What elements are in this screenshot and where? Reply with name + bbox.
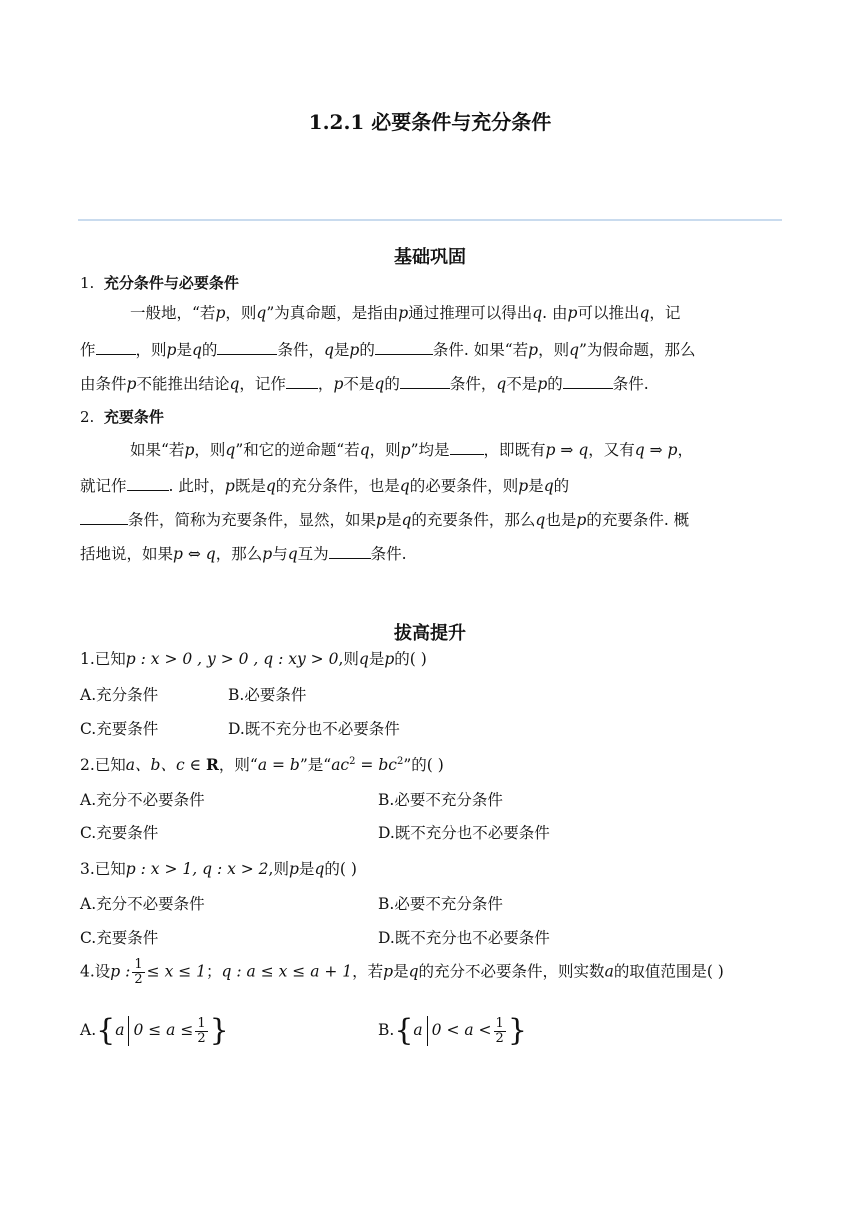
question-3-option-b[interactable]: B.必要不充分条件 (378, 895, 503, 913)
fill-blank[interactable] (286, 374, 318, 389)
paragraph-1: 一般地，“若p，则q”为真命题，是指由p通过推理可以得出q. 由p可以推出q，记 (130, 304, 681, 322)
subheading-number: 1. (80, 274, 95, 292)
subheading-text: 充要条件 (103, 408, 164, 426)
question-4: 4.设p : $\frac{1}{2}$ ≤ x ≤ 1；q : a ≤ x ≤ a + 1，若p是q的充分不必要条件，则实数a的取值范围是( ) (80, 957, 724, 987)
paragraph-1-line-3: 由条件p不能推出结论q，记作 ，p不是q的 条件，q不是p的 条件. (80, 375, 649, 393)
fill-blank[interactable] (375, 340, 433, 355)
page-title: 1.2.1 必要条件与充分条件 (308, 110, 552, 134)
paragraph-1-line-2: 作 ，则p是q的 条件，q是p的 条件. 如果“若p，则q”为假命题，那么 (80, 341, 696, 359)
question-3-option-c[interactable]: C.充要条件 (80, 929, 159, 947)
question-2-option-b[interactable]: B.必要不充分条件 (378, 791, 503, 809)
fill-blank[interactable] (217, 340, 277, 355)
fill-blank[interactable] (450, 440, 484, 455)
question-1-option-c[interactable]: C.充要条件 (80, 720, 159, 738)
question-3-option-d[interactable]: D.既不充分也不必要条件 (378, 929, 550, 947)
fraction: $\frac{1}{2}$ (134, 957, 143, 987)
fill-blank[interactable] (329, 544, 371, 559)
question-3: 3.已知p : x > 1, q : x > 2,则p是q的( ) (80, 860, 357, 878)
paragraph-2-line-2: 就记作 . 此时，p既是q的充分条件，也是q的必要条件，则p是q的 (80, 477, 570, 495)
question-2-option-d[interactable]: D.既不充分也不必要条件 (378, 824, 550, 842)
paragraph-2-line-3: 条件，简称为充要条件，显然，如果p是q的充要条件，那么q也是p的充要条件. 概 (80, 508, 689, 530)
subheading-2 (80, 406, 164, 427)
fill-blank[interactable] (400, 374, 450, 389)
question-1-option-a[interactable]: A.充分条件 (80, 686, 159, 704)
question-1-option-d[interactable]: D.既不充分也不必要条件 (228, 720, 400, 738)
fill-blank[interactable] (563, 374, 613, 389)
subheading-number: 2. (80, 408, 95, 426)
question-2: 2.已知a、b、c ∈ R，则“a = b”是“$ac^2 = bc^2$”的( ) (80, 755, 444, 774)
fill-blank[interactable] (127, 476, 169, 491)
divider (78, 219, 782, 221)
question-4-option-a[interactable]: A.{a 0 ≤ a ≤ $\frac{1}{2}$ } (80, 1013, 229, 1048)
fill-blank[interactable] (96, 340, 136, 355)
question-2-option-c[interactable]: C.充要条件 (80, 824, 159, 842)
question-2-option-a[interactable]: A.充分不必要条件 (80, 791, 205, 809)
paragraph-2-line-4: 括地说，如果p ⇔ q，那么p与q互为 条件. (80, 545, 407, 563)
question-1-option-b[interactable]: B.必要条件 (228, 686, 307, 704)
paragraph-2-line-1: 如果“若p，则q”和它的逆命题“若q，则p”均是 ，即既有p ⇒ q，又有q ⇒ p， (130, 441, 693, 459)
section-heading-basic: 基础巩固 (394, 247, 466, 268)
fill-blank[interactable] (80, 510, 128, 525)
question-4-option-b[interactable]: B.{a 0 < a < $\frac{1}{2}$ } (378, 1013, 527, 1048)
subheading-1 (80, 272, 239, 293)
question-3-option-a[interactable]: A.充分不必要条件 (80, 895, 205, 913)
section-heading-advanced: 拔高提升 (394, 623, 466, 644)
subheading-text: 充分条件与必要条件 (103, 274, 239, 292)
question-1: 1.已知p : x > 0 , y > 0 , q : xy > 0,则q是p的( ) (80, 650, 427, 668)
